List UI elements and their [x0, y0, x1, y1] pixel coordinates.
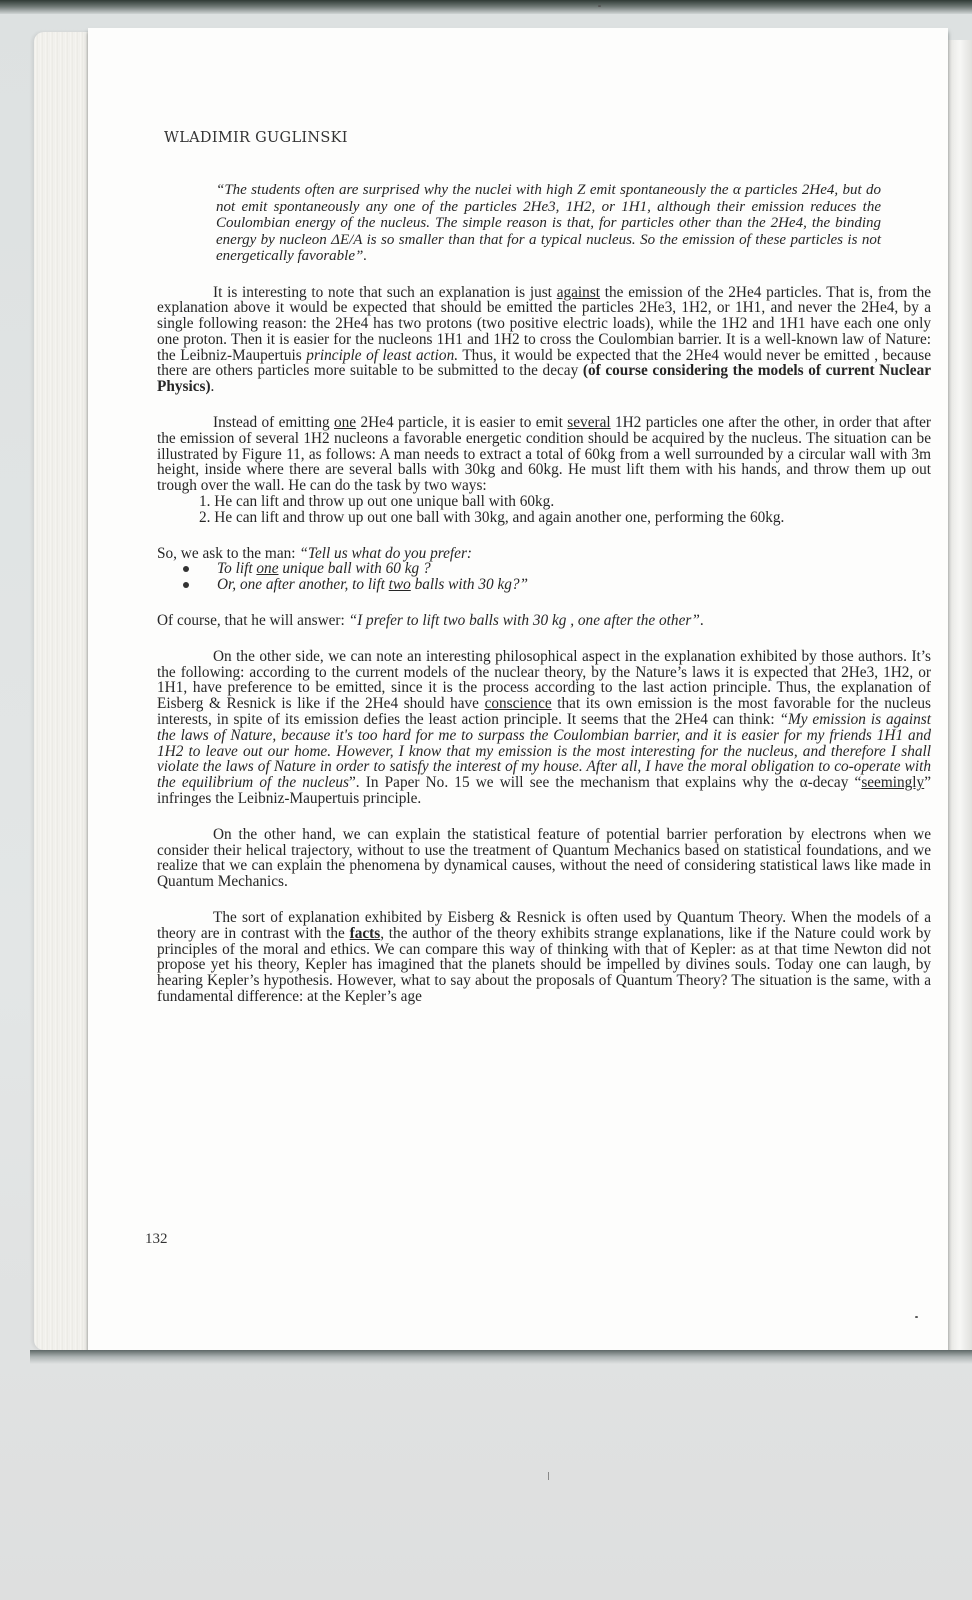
text: 1H2 particles one after the other, in order that after the emission of several 1H2 nucleons a favorable energetic condition should be acquired by the nucleus. The situation can be illustrated by Figure 11, as follows: A man needs to extract a total of 60kg from a well surrounded by a circular wall with 3m height, inside where there are several balls with 30kg and 60kg. He must lift them with his hands, and throw them up out trough over the wall. He can do the task by two ways:	[157, 414, 931, 495]
text: On the other side, we can note an interesting philosophical aspect in the explanation exhibited by those authors. It’s the following: according to the current models of the nuclear theory, by the Nature’s laws it is expected that 2He3, 1H2, or 1H1, have preference to be emitted, since it is the process according to the last action principle. Thus, the explanation of Eisberg & Resnick is like if the 2He4 should have	[157, 647, 931, 713]
question-lead	[157, 546, 931, 562]
underlined-word: one	[256, 560, 279, 578]
underlined-word: conscience	[484, 695, 552, 713]
text: that its own emission is the most favorable for the nucleus interests, in spite of its emission defies the least action principle. It seems that the 2He4 can think:	[157, 695, 931, 729]
underlined-word: two	[388, 576, 411, 594]
paragraph-against-emission	[157, 285, 931, 396]
scan-bottom-shadow	[30, 1350, 972, 1364]
scan-top-shadow	[0, 0, 972, 14]
paragraph-kepler	[157, 910, 931, 1005]
text: Or, one after another, to lift	[217, 576, 389, 594]
block-quote: “The students often are surprised why the nuclei with high Z emit spontaneously the α particles 2He4, but do not emit spontaneously any one of the particles 2He3, 1H2, or 1H1, although their emission reduces the Coulombian energy of the nucleus. The simple reason is that, for particles other than the 2He4, the binding energy by nucleon ΔE/A is so smaller than that for a typical nucleus. So the emission of these particles is not energetically favorable”.	[216, 182, 881, 264]
text: So, we ask to the man:	[157, 544, 300, 562]
underlined-word: seemingly	[861, 774, 925, 792]
underlined-word: several	[567, 414, 611, 432]
scan-speck	[548, 1472, 549, 1480]
text: .	[699, 612, 704, 630]
bullet-item	[183, 577, 931, 593]
paragraph-philosophical-aspect	[157, 649, 931, 807]
bullet-icon	[183, 566, 189, 572]
text: The sort of explanation exhibited by Eisberg & Resnick is often used by Quantum Theory. When the models of a theory are in contrast with the	[157, 909, 931, 942]
bold-phrase: (of course considering the models of current Nuclear Physics)	[157, 362, 932, 396]
page-body	[157, 182, 931, 1005]
underlined-word: one	[334, 414, 357, 432]
page-number: 132	[145, 1231, 168, 1247]
text: It is interesting to note that such an explanation is just	[213, 283, 557, 301]
italic-answer: “I prefer to lift two balls with 30 kg , one after the other”	[348, 612, 700, 630]
numbered-item-1: 1. He can lift and throw up out one unique ball with 60kg.	[199, 493, 555, 511]
italic-phrase: principle of least action.	[306, 346, 459, 364]
scan-speck	[915, 1316, 918, 1318]
book-page-stack	[34, 32, 94, 1350]
paragraph-helical-trajectory: On the other hand, we can explain the statistical feature of potential barrier perforation by electrons when we consider their helical trajectory, without to use the treatment of Quantum Mechanics based on statistical foundations, and we realize that we can explain the phenomena by dynamical causes, without the need of considering statistical laws like made in Quantum Mechanics.	[157, 825, 931, 891]
text: To lift	[217, 560, 257, 578]
numbered-item-2: 2. He can lift and throw up out one ball with 30kg, and again another one, performing the 60kg.	[199, 508, 785, 526]
scan-speck	[598, 5, 601, 7]
text: balls with 30 kg?”	[410, 576, 529, 594]
bullet-item	[183, 561, 931, 577]
text: the emission of the 2He4 particles. That is, from the explanation above it would be expected that should be emitted the particles 2He3, 1H2, or 1H1, and never the 2He4, by a single following reason: the 2He4 has two protons (two positive electric loads), while the 1H2 and 1H1 have each one only one proton. Then it is easier for the nucleons 1H1 and 1H2 to cross the Coulombian barrier. It is a well-known law of Nature: the Leibniz-Maupertuis	[157, 283, 932, 364]
text: Of course, that he will answer:	[157, 612, 349, 630]
italic-thought: “My emission is against the laws of Nature, because it's too hard for me to surpass the Coulombian barrier, and it is easier for my friends 1H1 and 1H2 to leave out our home. However, I know that my emission is the most interesting for the nucleus, and therefore I shall violate the laws of Nature in order to satisfy the interest of my house. After all, I have the moral obligation to co-operate with the equilibrium of the nucleus	[157, 711, 931, 792]
text: , the author of the theory exhibits strange explanations, like if the Nature could work by principles of the moral and ethics. We can compare this way of thinking with that of Kepler: as at that time Newton did not propose yet his theory, Kepler has imagined that the planets should be impelled by divines souls. Today one can laugh, by hearing Kepler’s hypothesis. However, what to say about the proposals of Quantum Theory? The situation is the same, with a fundamental difference: at the Kepler’s age	[157, 924, 931, 1005]
italic-question: “Tell us what do you prefer:	[299, 544, 472, 562]
underlined-word: against	[556, 283, 601, 301]
bullet-list	[157, 561, 931, 593]
text: .	[210, 378, 215, 396]
bullet-icon	[183, 582, 189, 588]
text: ”. In Paper No. 15 we will see the mechanism that explains why the α-decay “	[349, 774, 862, 792]
text: Thus, it would be expected that the 2He4 would never be emitted , because there are others particles more suitable to be submitted to the decay	[157, 346, 932, 380]
text: ” infringes the Leibniz-Maupertuis principle.	[157, 774, 931, 808]
paragraph-figure-11	[157, 415, 931, 494]
book-facing-page-edge	[948, 40, 972, 1350]
bold-underlined-word: facts	[349, 924, 381, 942]
text: Instead of emitting	[213, 414, 334, 432]
running-head-author: WLADIMIR GUGLINSKI	[164, 130, 348, 146]
answer-line	[157, 613, 931, 629]
text: 2He4 particle, it is easier to emit	[356, 414, 568, 432]
text: unique ball with 60 kg ?	[278, 560, 431, 578]
